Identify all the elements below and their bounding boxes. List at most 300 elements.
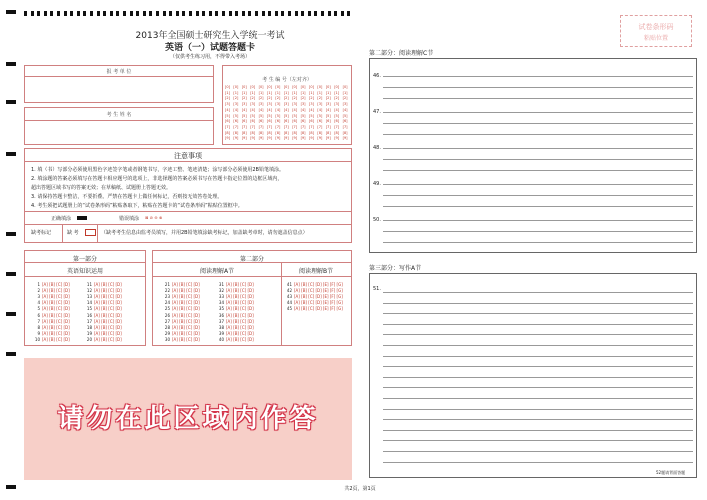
- answer-options[interactable]: [A] [B] [C] [D]: [42, 306, 70, 312]
- exam-number-bubble[interactable]: [4]: [317, 107, 323, 112]
- part1-question-row[interactable]: [31, 300, 70, 305]
- question-number: 20: [86, 336, 92, 342]
- exam-number-bubble[interactable]: [0]: [275, 85, 281, 89]
- exam-number-bubble[interactable]: [8]: [325, 130, 331, 135]
- exam-number-bubble[interactable]: [6]: [325, 119, 331, 124]
- exam-number-bubble[interactable]: [5]: [225, 113, 230, 118]
- part2a-question-row[interactable]: [161, 300, 200, 305]
- exam-number-bubble[interactable]: [5]: [233, 113, 239, 118]
- exam-number-bubble[interactable]: [1]: [309, 90, 314, 95]
- answer-options[interactable]: [A] [B] [C] [D]: [94, 306, 122, 312]
- exam-number-bubble[interactable]: [1]: [250, 90, 256, 95]
- part1-question-row[interactable]: [31, 306, 70, 311]
- exam-number-bubble[interactable]: [5]: [292, 113, 298, 118]
- exam-number-bubble[interactable]: [4]: [233, 107, 239, 112]
- exam-number-bubble[interactable]: [0]: [250, 85, 256, 89]
- answer-options[interactable]: [A] [B] [C] [D]: [172, 324, 200, 330]
- exam-number-bubble[interactable]: [7]: [225, 124, 230, 129]
- writing-line: [383, 387, 693, 388]
- question-number: 37: [218, 318, 224, 324]
- answer-options[interactable]: [A] [B] [C] [D]: [172, 336, 200, 342]
- exam-number-bubble[interactable]: [1]: [258, 90, 264, 95]
- top-timing-mark: [347, 11, 350, 16]
- part2a-question-row[interactable]: [161, 319, 200, 324]
- part2b-question-row[interactable]: [283, 294, 343, 299]
- answer-options[interactable]: [A] [B] [C] [D]: [94, 294, 122, 300]
- writing-line: [383, 313, 693, 314]
- answer-options[interactable]: [A] [B] [C] [D] [E] [F] [G]: [294, 300, 343, 306]
- exam-number-bubble[interactable]: [0]: [292, 85, 298, 89]
- exam-number-bubble[interactable]: [0]: [258, 85, 264, 89]
- top-timing-mark: [314, 11, 317, 16]
- exam-number-bubble[interactable]: [9]: [267, 136, 272, 141]
- exam-number-bubble[interactable]: [6]: [275, 119, 281, 124]
- writing-line: [383, 409, 693, 410]
- answer-options[interactable]: [A] [B] [C] [D] [E] [F] [G]: [294, 294, 343, 300]
- answer-options[interactable]: [A] [B] [C] [D]: [42, 282, 70, 287]
- part1-answer-grid[interactable]: [31, 282, 145, 344]
- answer-options[interactable]: [A] [B] [C] [D]: [226, 294, 254, 300]
- exam-number-bubble[interactable]: [6]: [317, 119, 323, 124]
- exam-number-bubble[interactable]: [5]: [342, 113, 348, 118]
- exam-number-bubble[interactable]: [9]: [250, 136, 256, 141]
- exam-number-bubble[interactable]: [9]: [283, 136, 289, 141]
- question-number: 34: [218, 300, 224, 306]
- question-number: 5: [37, 306, 40, 312]
- answer-options[interactable]: [A] [B] [C] [D]: [42, 288, 70, 294]
- question-number: 2: [37, 288, 40, 294]
- answer-options[interactable]: [A] [B] [C] [D]: [226, 288, 254, 294]
- part1-question-row[interactable]: [83, 313, 122, 318]
- exam-number-bubble[interactable]: [6]: [258, 119, 264, 124]
- answer-options[interactable]: [A] [B] [C] [D]: [226, 300, 254, 306]
- question-number: 3: [37, 294, 40, 300]
- exam-number-bubble[interactable]: [4]: [267, 107, 272, 112]
- exam-number-bubble[interactable]: [7]: [258, 124, 264, 129]
- exam-number-bubble[interactable]: [0]: [233, 85, 239, 89]
- answer-options[interactable]: [A] [B] [C] [D]: [172, 294, 200, 300]
- exam-number-bubble[interactable]: [3]: [233, 102, 239, 107]
- exam-number-bubble[interactable]: [6]: [342, 119, 348, 124]
- exam-number-bubble[interactable]: [9]: [300, 136, 306, 141]
- question-number: 8: [37, 324, 40, 330]
- answer-options[interactable]: [A] [B] [C] [D] [E] [F] [G]: [294, 306, 343, 312]
- exam-number-bubble[interactable]: [8]: [241, 130, 247, 135]
- top-timing-mark: [275, 11, 278, 16]
- answer-options[interactable]: [A] [B] [C] [D]: [94, 300, 122, 306]
- part1-question-row[interactable]: [31, 288, 70, 293]
- exam-number-bubble[interactable]: [9]: [275, 136, 281, 141]
- part1-question-row[interactable]: [83, 288, 122, 293]
- exam-number-bubble[interactable]: [8]: [334, 130, 340, 135]
- top-timing-mark: [301, 11, 304, 16]
- answer-options[interactable]: [A] [B] [C] [D]: [172, 300, 200, 306]
- exam-number-bubble[interactable]: [2]: [300, 96, 306, 101]
- exam-subtitle: 英语（一）试题答题卡: [164, 43, 255, 53]
- name-label: 考 生 姓 名: [106, 112, 132, 118]
- exam-number-bubble[interactable]: [5]: [325, 113, 331, 118]
- top-timing-mark: [123, 11, 126, 16]
- writing-line: [383, 366, 693, 367]
- top-timing-mark: [328, 11, 331, 16]
- part1-question-row[interactable]: [31, 337, 70, 342]
- exam-number-bubble[interactable]: [9]: [325, 136, 331, 141]
- part2a-question-row[interactable]: [215, 300, 254, 305]
- exam-number-bubble[interactable]: [3]: [267, 102, 272, 107]
- exam-number-bubble[interactable]: [9]: [317, 136, 323, 141]
- writing-line: [383, 292, 693, 293]
- exam-number-bubble[interactable]: [1]: [283, 90, 289, 95]
- exam-number-bubble[interactable]: [7]: [283, 124, 289, 129]
- exam-number-bubble[interactable]: [5]: [267, 113, 272, 118]
- part2a-question-row[interactable]: [215, 325, 254, 330]
- exam-number-bubble[interactable]: [4]: [342, 107, 348, 112]
- exam-number-bubble[interactable]: [5]: [309, 113, 314, 118]
- barcode-label-1: 试卷条形码: [638, 23, 674, 31]
- top-timing-mark: [50, 11, 53, 16]
- answer-options[interactable]: [A] [B] [C] [D]: [42, 294, 70, 300]
- question-number: 18: [86, 324, 92, 330]
- barcode-label-2: 粘贴位置: [643, 35, 668, 42]
- exam-number-bubble[interactable]: [0]: [300, 85, 306, 89]
- answer-options[interactable]: [A] [B] [C] [D]: [42, 312, 70, 318]
- answer-line: [383, 123, 693, 124]
- exam-number-bubble[interactable]: [2]: [334, 96, 340, 101]
- timing-mark-8: [6, 352, 16, 356]
- exam-number-bubble[interactable]: [7]: [300, 124, 306, 129]
- exam-number-bubble[interactable]: [2]: [292, 96, 298, 101]
- exam-number-bubble[interactable]: [6]: [225, 119, 230, 124]
- exam-number-bubble[interactable]: [9]: [241, 136, 247, 141]
- exam-number-bubble[interactable]: [1]: [233, 90, 239, 95]
- answer-options[interactable]: [A] [B] [C] [D]: [42, 318, 70, 324]
- exam-number-bubble[interactable]: [8]: [258, 130, 264, 135]
- exam-number-bubble[interactable]: [9]: [258, 136, 264, 141]
- part2b-question-row[interactable]: [283, 300, 343, 305]
- part1-question-row[interactable]: [83, 331, 122, 336]
- exam-number-bubble[interactable]: [2]: [325, 96, 331, 101]
- answer-options[interactable]: [A] [B] [C] [D]: [226, 330, 254, 336]
- answer-options[interactable]: [A] [B] [C] [D]: [226, 312, 254, 318]
- exam-number-bubble[interactable]: [9]: [225, 136, 230, 141]
- exam-number-bubble[interactable]: [1]: [292, 90, 298, 95]
- exam-number-bubble[interactable]: [0]: [267, 85, 272, 89]
- exam-number-grid[interactable]: [225, 85, 351, 143]
- answer-options[interactable]: [A] [B] [C] [D]: [94, 324, 122, 330]
- exam-number-bubble[interactable]: [3]: [317, 102, 323, 107]
- exam-number-bubble[interactable]: [5]: [300, 113, 306, 118]
- exam-number-bubble[interactable]: [5]: [317, 113, 323, 118]
- timing-mark-1: [6, 10, 16, 14]
- exam-number-bubble[interactable]: [7]: [325, 124, 331, 129]
- answer-options[interactable]: [A] [B] [C] [D]: [94, 330, 122, 336]
- part1-question-row[interactable]: [31, 294, 70, 299]
- part1-question-row[interactable]: [31, 313, 70, 318]
- writing-line: [383, 345, 693, 346]
- exam-number-bubble[interactable]: [2]: [267, 96, 272, 101]
- timing-mark-2: [6, 62, 16, 66]
- answer-options[interactable]: [A] [B] [C] [D]: [226, 318, 254, 324]
- exam-number-bubble[interactable]: [4]: [292, 107, 298, 112]
- exam-number-bubble[interactable]: [7]: [342, 124, 348, 129]
- exam-number-bubble[interactable]: [3]: [275, 102, 281, 107]
- part2b-question-row[interactable]: [283, 288, 343, 293]
- exam-number-bubble[interactable]: [8]: [233, 130, 239, 135]
- exam-number-bubble[interactable]: [1]: [325, 90, 331, 95]
- answer-options[interactable]: [A] [B] [C] [D]: [94, 282, 122, 287]
- exam-number-bubble[interactable]: [0]: [283, 85, 289, 89]
- answer-options[interactable]: [A] [B] [C] [D]: [42, 330, 70, 336]
- exam-number-bubble[interactable]: [0]: [317, 85, 323, 89]
- writing-line: [383, 303, 693, 304]
- exam-number-bubble[interactable]: [9]: [334, 136, 340, 141]
- exam-number-bubble[interactable]: [8]: [275, 130, 281, 135]
- exam-number-bubble[interactable]: [7]: [267, 124, 272, 129]
- exam-number-bubble[interactable]: [2]: [275, 96, 281, 101]
- question-number: 25: [164, 306, 170, 312]
- exam-number-bubble[interactable]: [8]: [342, 130, 348, 135]
- part1-question-row[interactable]: [83, 300, 122, 305]
- answer-options[interactable]: [A] [B] [C] [D] [E] [F] [G]: [294, 282, 343, 287]
- exam-number-bubble[interactable]: [4]: [225, 107, 230, 112]
- exam-number-bubble[interactable]: [4]: [325, 107, 331, 112]
- absent-checkbox[interactable]: [85, 229, 96, 236]
- answer-line: [383, 87, 693, 88]
- part2a-question-row[interactable]: [215, 313, 254, 318]
- question-number: 24: [164, 300, 170, 306]
- exam-number-bubble[interactable]: [3]: [325, 102, 331, 107]
- exam-number-bubble[interactable]: [2]: [317, 96, 323, 101]
- exam-number-bubble[interactable]: [3]: [250, 102, 256, 107]
- exam-number-bubble[interactable]: [8]: [250, 130, 256, 135]
- answer-options[interactable]: [A] [B] [C] [D]: [226, 306, 254, 312]
- exam-number-bubble[interactable]: [0]: [241, 85, 247, 89]
- answer-options[interactable]: [A] [B] [C] [D]: [172, 330, 200, 336]
- part2b-question-row[interactable]: [283, 306, 343, 311]
- exam-number-bubble[interactable]: [9]: [342, 136, 348, 141]
- exam-number-bubble[interactable]: [5]: [283, 113, 289, 118]
- exam-number-bubble[interactable]: [5]: [275, 113, 281, 118]
- part2a-question-row[interactable]: [161, 313, 200, 318]
- exam-number-bubble[interactable]: [5]: [250, 113, 256, 118]
- part2a-question-row[interactable]: [161, 331, 200, 336]
- exam-number-bubble[interactable]: [3]: [258, 102, 264, 107]
- question-number: 44: [286, 300, 292, 306]
- top-timing-mark: [31, 11, 34, 16]
- exam-number-bubble[interactable]: [1]: [334, 90, 340, 95]
- exam-number-bubble[interactable]: [7]: [317, 124, 323, 129]
- question-number: 27: [164, 318, 170, 324]
- part2a-question-row[interactable]: [215, 288, 254, 293]
- exam-number-bubble[interactable]: [8]: [225, 130, 230, 135]
- answer-line: [383, 98, 693, 99]
- part2a-question-row[interactable]: [215, 337, 254, 342]
- answer-options[interactable]: [A] [B] [C] [D]: [94, 318, 122, 324]
- exam-number-bubble[interactable]: [0]: [325, 85, 331, 89]
- question-number: 41: [286, 282, 292, 287]
- exam-number-bubble[interactable]: [8]: [309, 130, 314, 135]
- top-timing-mark: [209, 11, 212, 16]
- answer-options[interactable]: [A] [B] [C] [D]: [226, 336, 254, 342]
- part2a-question-row[interactable]: [215, 282, 254, 287]
- part2c-title: 第二部分：阅读理解C节: [369, 50, 434, 57]
- answer-options[interactable]: [A] [B] [C] [D]: [94, 336, 122, 342]
- exam-number-bubble[interactable]: [0]: [342, 85, 348, 89]
- exam-number-bubble[interactable]: [9]: [309, 136, 314, 141]
- exam-number-bubble[interactable]: [0]: [334, 85, 340, 89]
- answer-options[interactable]: [A] [B] [C] [D]: [172, 318, 200, 324]
- exam-number-bubble[interactable]: [4]: [275, 107, 281, 112]
- exam-number-bubble[interactable]: [5]: [258, 113, 264, 118]
- part2a-question-row[interactable]: [161, 337, 200, 342]
- exam-number-bubble[interactable]: [2]: [309, 96, 314, 101]
- answer-options[interactable]: [A] [B] [C] [D]: [94, 288, 122, 294]
- exam-number-bubble[interactable]: [1]: [275, 90, 281, 95]
- exam-number-bubble[interactable]: [6]: [241, 119, 247, 124]
- exam-number-bubble[interactable]: [9]: [233, 136, 239, 141]
- exam-number-bubble[interactable]: [7]: [250, 124, 256, 129]
- exam-number-bubble[interactable]: [6]: [292, 119, 298, 124]
- answer-options[interactable]: [A] [B] [C] [D]: [172, 312, 200, 318]
- exam-number-bubble[interactable]: [8]: [300, 130, 306, 135]
- exam-number-bubble[interactable]: [4]: [283, 107, 289, 112]
- answer-line: [383, 148, 693, 149]
- top-timing-mark: [103, 11, 106, 16]
- exam-number-bubble[interactable]: [6]: [233, 119, 239, 124]
- exam-number-bubble[interactable]: [2]: [241, 96, 247, 101]
- part2a-question-row[interactable]: [161, 325, 200, 330]
- name-box: [24, 107, 214, 145]
- part1-question-row[interactable]: [31, 325, 70, 330]
- answer-options[interactable]: [A] [B] [C] [D]: [42, 300, 70, 306]
- exam-number-bubble[interactable]: [7]: [309, 124, 314, 129]
- exam-number-bubble[interactable]: [6]: [309, 119, 314, 124]
- top-timing-mark: [222, 11, 225, 16]
- exam-number-bubble[interactable]: [7]: [241, 124, 247, 129]
- exam-number-bubble[interactable]: [2]: [258, 96, 264, 101]
- part2-section-a: 阅读理解A节: [199, 268, 235, 275]
- exam-number-bubble[interactable]: [2]: [342, 96, 348, 101]
- part2a-question-row[interactable]: [215, 294, 254, 299]
- exam-number-bubble[interactable]: [1]: [317, 90, 323, 95]
- exam-number-bubble[interactable]: [4]: [250, 107, 256, 112]
- exam-number-bubble[interactable]: [5]: [241, 113, 247, 118]
- exam-number-bubble[interactable]: [8]: [292, 130, 298, 135]
- part1-question-row[interactable]: [83, 306, 122, 311]
- part1-question-row[interactable]: [31, 319, 70, 324]
- exam-number-bubble[interactable]: [4]: [309, 107, 314, 112]
- timing-mark-5: [6, 232, 16, 236]
- exam-number-bubble[interactable]: [4]: [334, 107, 340, 112]
- part2a-question-row[interactable]: [161, 294, 200, 299]
- exam-number-bubble[interactable]: [3]: [300, 102, 306, 107]
- part2a-question-row[interactable]: [161, 288, 200, 293]
- exam-number-bubble[interactable]: [8]: [267, 130, 272, 135]
- exam-number-bubble[interactable]: [3]: [292, 102, 298, 107]
- part2a-question-row[interactable]: [215, 331, 254, 336]
- exam-number-bubble[interactable]: [6]: [300, 119, 306, 124]
- exam-number-bubble[interactable]: [9]: [292, 136, 298, 141]
- exam-number-bubble[interactable]: [3]: [334, 102, 340, 107]
- part1-question-row[interactable]: [83, 337, 122, 342]
- exam-number-bubble[interactable]: [4]: [258, 107, 264, 112]
- part1-question-row[interactable]: [83, 319, 122, 324]
- exam-number-bubble[interactable]: [6]: [267, 119, 272, 124]
- top-timing-mark: [57, 11, 60, 16]
- part2c-question-number: 49.: [373, 181, 381, 187]
- part2a-question-row[interactable]: [215, 319, 254, 324]
- exam-number-bubble[interactable]: [0]: [225, 85, 230, 89]
- exam-number-bubble[interactable]: [2]: [283, 96, 289, 101]
- exam-number-bubble[interactable]: [8]: [283, 130, 289, 135]
- wrong-fill-samples: ⊠ ⊘ ⊖ ⊗: [145, 215, 163, 220]
- part2a-question-row[interactable]: [215, 306, 254, 311]
- exam-number-bubble[interactable]: [7]: [334, 124, 340, 129]
- answer-options[interactable]: [A] [B] [C] [D]: [94, 312, 122, 318]
- answer-options[interactable]: [A] [B] [C] [D]: [172, 288, 200, 294]
- part2a-question-row[interactable]: [161, 306, 200, 311]
- exam-number-bubble[interactable]: [6]: [334, 119, 340, 124]
- exam-number-bubble[interactable]: [7]: [292, 124, 298, 129]
- exam-number-bubble[interactable]: [4]: [241, 107, 247, 112]
- part2b-question-row[interactable]: [283, 282, 343, 287]
- exam-number-bubble[interactable]: [2]: [225, 96, 230, 101]
- question-number: 17: [86, 318, 92, 324]
- exam-number-bubble[interactable]: [8]: [317, 130, 323, 135]
- top-timing-mark: [242, 11, 245, 16]
- exam-number-bubble[interactable]: [3]: [225, 102, 230, 107]
- part1-question-row[interactable]: [83, 282, 122, 287]
- exam-number-bubble[interactable]: [1]: [342, 90, 348, 95]
- part2-answer-grid[interactable]: [161, 282, 351, 344]
- part2a-question-row[interactable]: [161, 282, 200, 287]
- exam-number-bubble[interactable]: [6]: [283, 119, 289, 124]
- exam-number-bubble[interactable]: [3]: [342, 102, 348, 107]
- answer-options[interactable]: [A] [B] [C] [D]: [172, 282, 200, 287]
- exam-number-bubble[interactable]: [3]: [241, 102, 247, 107]
- part1-question-row[interactable]: [83, 325, 122, 330]
- top-timing-mark: [196, 11, 199, 16]
- exam-number-bubble[interactable]: [3]: [283, 102, 289, 107]
- exam-number-bubble[interactable]: [4]: [300, 107, 306, 112]
- exam-number-bubble[interactable]: [1]: [267, 90, 272, 95]
- exam-number-bubble[interactable]: [5]: [334, 113, 340, 118]
- exam-number-bubble[interactable]: [7]: [275, 124, 281, 129]
- answer-line: [383, 184, 693, 185]
- part1-question-row[interactable]: [31, 331, 70, 336]
- exam-number-bubble[interactable]: [7]: [233, 124, 239, 129]
- answer-options[interactable]: [A] [B] [C] [D]: [226, 324, 254, 330]
- answer-options[interactable]: [A] [B] [C] [D]: [226, 282, 254, 287]
- exam-number-bubble[interactable]: [1]: [300, 90, 306, 95]
- exam-number-bubble[interactable]: [2]: [250, 96, 256, 101]
- exam-number-bubble[interactable]: [1]: [241, 90, 247, 95]
- part1-question-row[interactable]: [31, 282, 70, 287]
- exam-number-bubble[interactable]: [0]: [309, 85, 314, 89]
- part1-question-row[interactable]: [83, 294, 122, 299]
- exam-number-bubble[interactable]: [2]: [233, 96, 239, 101]
- part1-section: 英语知识运用: [66, 268, 103, 275]
- exam-number-bubble[interactable]: [6]: [250, 119, 256, 124]
- part3-answer-box[interactable]: [369, 273, 697, 478]
- exam-number-bubble[interactable]: [3]: [309, 102, 314, 107]
- answer-options[interactable]: [A] [B] [C] [D]: [42, 324, 70, 330]
- top-timing-mark: [116, 11, 119, 16]
- answer-options[interactable]: [A] [B] [C] [D]: [42, 336, 70, 342]
- answer-options[interactable]: [A] [B] [C] [D] [E] [F] [G]: [294, 288, 343, 294]
- answer-options[interactable]: [A] [B] [C] [D]: [172, 306, 200, 312]
- exam-number-bubble[interactable]: [1]: [225, 90, 230, 95]
